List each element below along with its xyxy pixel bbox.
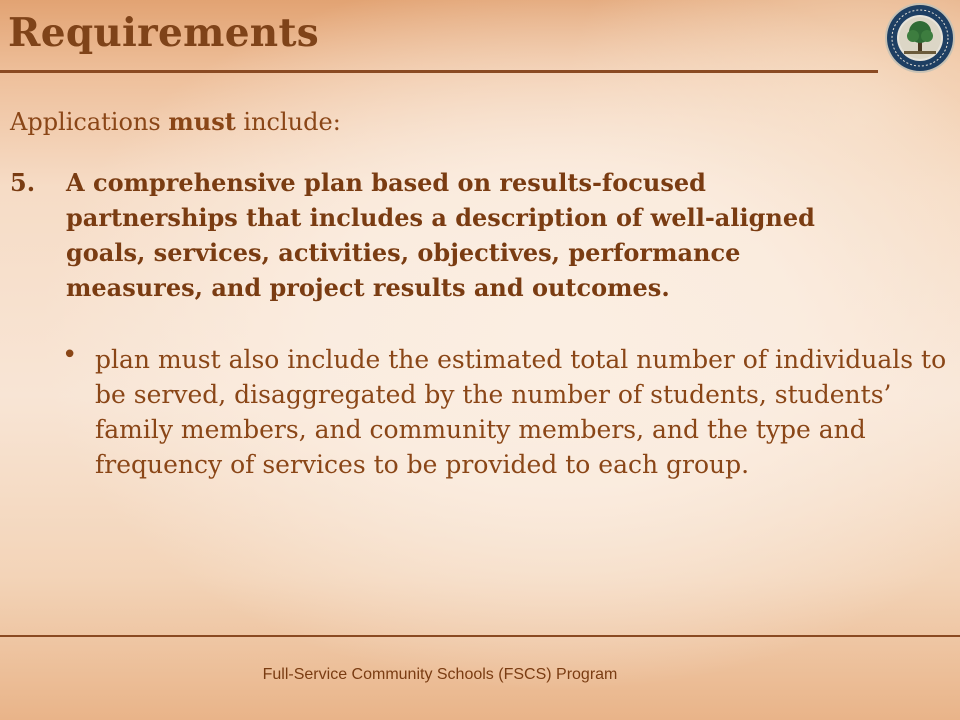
intro-line [10,107,341,136]
intro-prefix: Applications [10,108,169,136]
item-text: A comprehensive plan based on results-focused partnerships that includes a description of well-aligned goals, services, activities, objectives, performance measures, and project results and outcomes. [66,168,815,302]
department-of-education-seal-icon [884,2,956,74]
slide-title: Requirements [8,10,320,56]
footer-divider [0,635,960,637]
intro-emphasis: must [168,107,236,136]
intro-suffix: include: [235,108,341,136]
title-divider [0,70,878,73]
bullet-icon: • [62,340,78,370]
item-number: 5. [10,168,36,197]
bullet-text: plan must also include the estimated total number of individuals to be served, disaggregated by the number of students, students’ family members, and community members, and the type and frequency of services to be provided to each group. [95,345,947,479]
footer-text: Full-Service Community Schools (FSCS) Program [262,666,618,683]
